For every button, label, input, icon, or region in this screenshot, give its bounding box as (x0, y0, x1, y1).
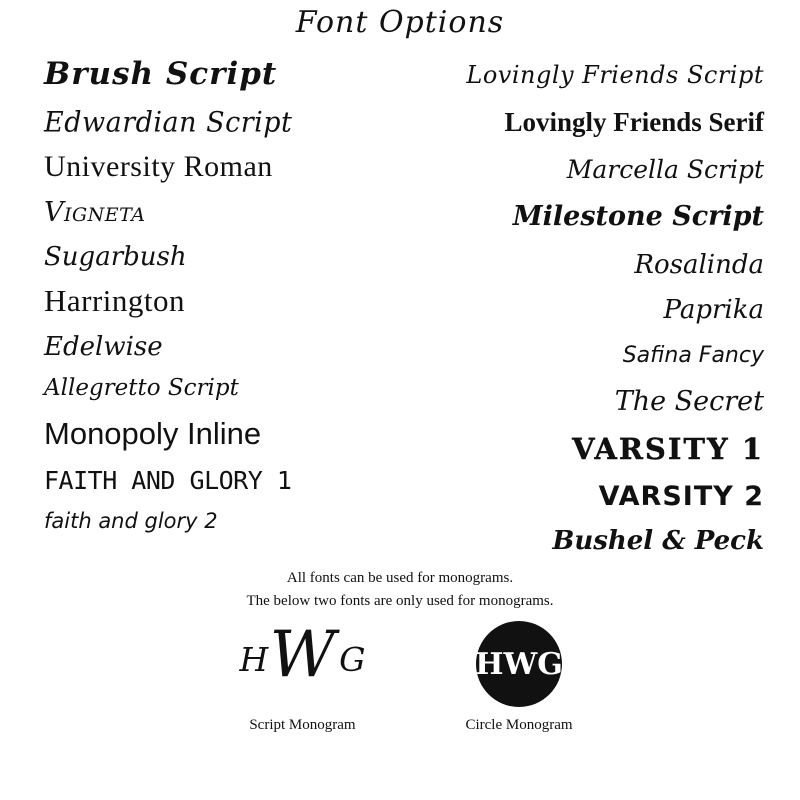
circle-monogram-caption: Circle Monogram (465, 717, 573, 734)
script-monogram-right-initial: G (339, 640, 366, 680)
font-sample-vigneta[interactable]: Vigneta (44, 196, 146, 228)
font-sample-bushel-and-peck[interactable]: Bushel & Peck (552, 526, 764, 557)
script-monogram-caption: Script Monogram (249, 717, 356, 734)
font-sample-the-secret[interactable]: The Secret (614, 385, 764, 417)
monogram-notes (0, 567, 800, 614)
font-sample-edwardian-script[interactable]: Edwardian Script (44, 105, 293, 139)
font-sample-monopoly-inline[interactable]: Monopoly Inline (44, 416, 262, 452)
page-title: Font Options (295, 5, 505, 40)
font-sample-lovingly-friends-serif[interactable]: Lovingly Friends Serif (504, 107, 764, 138)
font-sample-brush-script[interactable]: Brush Script (44, 56, 278, 92)
font-sample-harrington[interactable]: Harrington (44, 282, 186, 318)
font-sample-university-roman[interactable]: University Roman (44, 150, 273, 184)
script-monogram-art (227, 618, 377, 707)
font-sample-faith-and-glory-1[interactable]: FAITH AND GLORY 1 (44, 465, 292, 495)
font-sample-edelwise[interactable]: Edelwise (44, 332, 163, 363)
font-sample-lovingly-friends-script[interactable]: Lovingly Friends Script (466, 61, 764, 89)
font-column-left (18, 45, 390, 555)
circle-monogram-block[interactable] (465, 621, 572, 734)
monogram-samples (0, 618, 800, 734)
font-sample-faith-and-glory-2[interactable]: faith and glory 2 (44, 509, 218, 534)
font-list-columns (0, 39, 800, 555)
font-sample-marcella-script[interactable]: Marcella Script (566, 155, 764, 184)
script-monogram-center-initial: W (269, 618, 336, 693)
font-column-right (410, 45, 782, 555)
font-sample-allegretto-script[interactable]: Allegretto Script (44, 374, 239, 401)
script-monogram-left-initial: H (239, 640, 269, 680)
font-sample-rosalinda[interactable]: Rosalinda (634, 250, 764, 281)
monogram-note-line-2: The below two fonts are only used for monograms. (246, 592, 554, 609)
font-sample-varsity-2[interactable]: VARSITY 2 (598, 480, 764, 512)
font-sample-varsity-1[interactable]: VARSITY 1 (572, 432, 764, 467)
font-sample-milestone-script[interactable]: Milestone Script (512, 200, 764, 232)
monogram-note-line-1: All fonts can be used for monograms. (286, 569, 514, 586)
font-sample-paprika[interactable]: Paprika (663, 294, 764, 325)
font-sample-sugarbush[interactable]: Sugarbush (44, 242, 187, 273)
script-monogram-block[interactable] (227, 618, 377, 734)
font-sample-safina-fancy[interactable]: Safina Fancy (622, 343, 764, 369)
circle-monogram-art: HWG (476, 621, 562, 707)
